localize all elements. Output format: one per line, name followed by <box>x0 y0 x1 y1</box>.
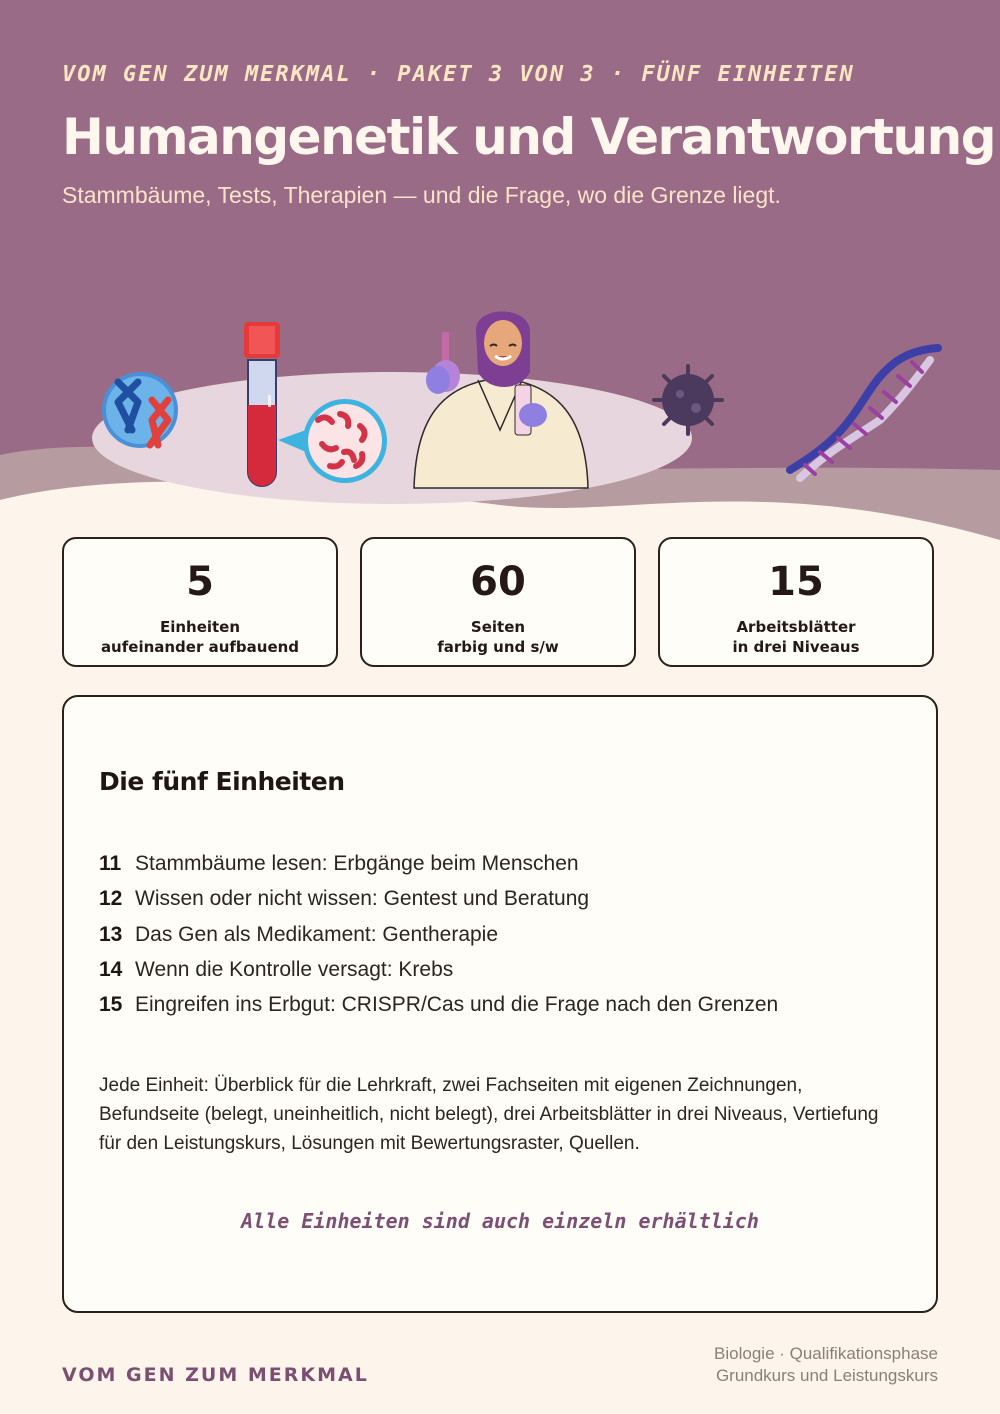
stat-card-units <box>62 537 338 667</box>
stat-card-worksheets <box>658 537 934 667</box>
stat-value: 15 <box>768 559 824 605</box>
stat-label: Seiten <box>470 618 526 636</box>
unit-title: Eingreifen ins Erbgut: CRISPR/Cas und die Frage nach den Grenzen <box>135 993 779 1017</box>
series-kicker: VOM GEN ZUM MERKMAL · PAKET 3 VON 3 · FÜNF EINHEITEN <box>62 62 855 87</box>
units-panel <box>62 695 938 1313</box>
stat-value: 60 <box>470 559 526 605</box>
unit-list <box>99 849 778 1025</box>
page-subtitle: Stammbäume, Tests, Therapien — und die Frage, wo die Grenze liegt. <box>62 182 781 208</box>
stat-label: Einheiten <box>159 618 241 636</box>
stat-sublabel: farbig und s/w <box>437 638 559 656</box>
list-item <box>99 920 778 955</box>
stat-value: 5 <box>186 559 214 605</box>
list-item <box>99 884 778 919</box>
list-item <box>99 849 778 884</box>
test-tube-icon <box>244 322 280 486</box>
unit-number: 11 <box>99 852 122 875</box>
hero-banner <box>0 0 1000 560</box>
stat-sublabel: aufeinander aufbauend <box>100 638 300 656</box>
chromosome-icon <box>102 372 178 448</box>
footer-brand: VOM GEN ZUM MERKMAL <box>62 1364 369 1386</box>
unit-title: Wenn die Kontrolle versagt: Krebs <box>135 957 454 981</box>
footer-info <box>714 1343 938 1387</box>
unit-title: Das Gen als Medikament: Gentherapie <box>135 922 499 946</box>
footer-course: Grundkurs und Leistungskurs <box>715 1366 938 1385</box>
stat-sublabel: in drei Niveaus <box>732 638 860 656</box>
units-heading: Die fünf Einheiten <box>99 767 345 796</box>
unit-number: 15 <box>99 993 123 1017</box>
unit-number: 13 <box>99 922 123 946</box>
footer-subject: Biologie · Qualifikationsphase <box>714 1344 938 1363</box>
unit-title: Wissen oder nicht wissen: Gentest und Beratung <box>135 887 590 911</box>
list-item <box>99 990 778 1025</box>
availability-note: Alle Einheiten sind auch einzeln erhältlich <box>241 1209 759 1233</box>
unit-title: Stammbäume lesen: Erbgänge beim Menschen <box>135 852 579 875</box>
unit-description: Jede Einheit: Überblick für die Lehrkraft, zwei Fachseiten mit eigenen Zeichnungen, Befundseite (belegt, uneinheitlich, nicht belegt), drei Arbeitsblätter in drei Niveaus, Vertiefung für den Leistungskurs, Lösungen mit Bewertungsraster, Quellen. <box>99 1075 879 1154</box>
platform-ellipse <box>92 372 692 504</box>
unit-number: 12 <box>99 887 123 911</box>
virus-icon <box>654 366 722 434</box>
stat-label: Arbeitsblätter <box>736 618 856 636</box>
list-item <box>99 955 778 990</box>
unit-number: 14 <box>99 957 123 981</box>
stat-card-pages <box>360 537 636 667</box>
page-title: Humangenetik und Verantwortung <box>62 108 996 166</box>
